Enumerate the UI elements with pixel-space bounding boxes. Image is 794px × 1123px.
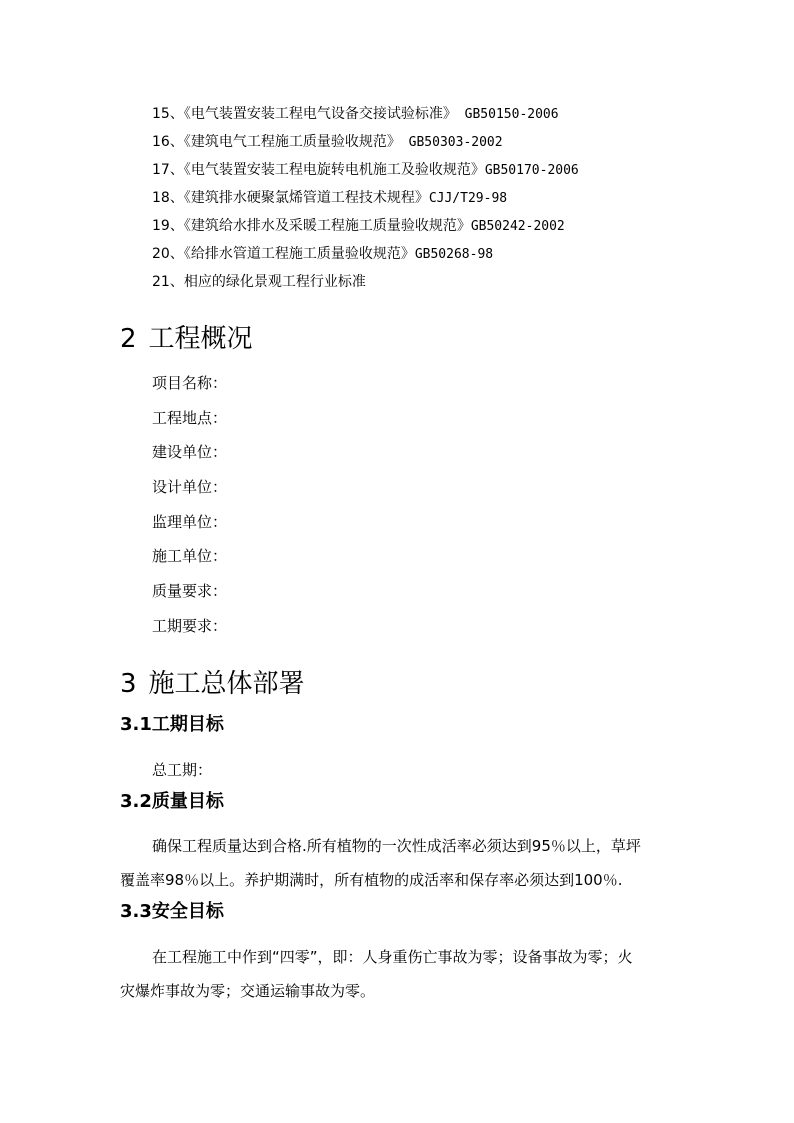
reference-title: 、《建筑排水硬聚氯烯管道工程技术规程》 bbox=[169, 190, 429, 206]
reference-code: GB50242-2002 bbox=[470, 219, 565, 234]
reference-item bbox=[152, 270, 579, 298]
field-contractor: 施工单位： bbox=[152, 547, 228, 566]
field-builder: 建设单位： bbox=[152, 443, 228, 462]
paragraph-line: 确保工程质量达到合格.所有植物的一次性成活率必须达到95％以上，草坪 bbox=[152, 837, 641, 855]
subsection-heading-schedule: 3.1工期目标 bbox=[120, 714, 224, 735]
reference-item bbox=[152, 242, 579, 270]
reference-code: CJJ/T29-98 bbox=[428, 191, 508, 206]
section-2-heading bbox=[120, 322, 253, 356]
reference-number: 16 bbox=[152, 134, 170, 150]
reference-item bbox=[152, 214, 579, 242]
reference-code: GB50150-2006 bbox=[456, 107, 559, 122]
quality-paragraph bbox=[120, 829, 680, 897]
paragraph-line: 在工程施工中作到“四零”，即：人身重伤亡事故为零；设备事故为零；火 bbox=[152, 948, 633, 966]
reference-code: GB50170-2006 bbox=[484, 163, 579, 178]
project-info-fields bbox=[152, 370, 227, 648]
reference-code: GB50268-98 bbox=[414, 247, 494, 262]
paragraph-line: 总工期： bbox=[152, 761, 213, 779]
reference-list bbox=[152, 102, 579, 298]
reference-title: 、相应的绿化景观工程行业标准 bbox=[169, 274, 366, 290]
field-quality-requirement: 质量要求： bbox=[152, 582, 228, 601]
field-supervisor: 监理单位： bbox=[152, 512, 228, 531]
safety-paragraph bbox=[120, 940, 680, 1008]
section-number: 2 bbox=[120, 324, 137, 354]
reference-title: 、《电气装置安装工程电气设备交接试验标准》 bbox=[169, 106, 457, 122]
section-title: 施工总体部署 bbox=[148, 669, 305, 699]
reference-number: 18 bbox=[152, 190, 170, 206]
reference-title: 、《建筑给水排水及采暖工程施工质量验收规范》 bbox=[169, 218, 471, 234]
reference-item bbox=[152, 102, 579, 130]
reference-number: 20 bbox=[152, 246, 170, 262]
reference-title: 、《建筑电气工程施工质量验收规范》 bbox=[169, 134, 401, 150]
schedule-paragraph bbox=[120, 753, 680, 787]
reference-title: 、《电气装置安装工程电旋转电机施工及验收规范》 bbox=[169, 162, 485, 178]
paragraph-line: 灾爆炸事故为零；交通运输事故为零。 bbox=[120, 982, 376, 1000]
subsection-heading-safety: 3.3安全目标 bbox=[120, 901, 224, 922]
field-project-name: 项目名称： bbox=[152, 374, 228, 392]
field-schedule-requirement: 工期要求： bbox=[152, 616, 228, 635]
reference-number: 15 bbox=[152, 106, 170, 122]
reference-item bbox=[152, 130, 579, 158]
reference-number: 19 bbox=[152, 218, 170, 234]
subsection-heading-quality: 3.2质量目标 bbox=[120, 791, 224, 812]
section-number: 3 bbox=[120, 669, 137, 699]
paragraph-line: 覆盖率98％以上。养护期满时，所有植物的成活率和保存率必须达到100％. bbox=[120, 871, 623, 889]
field-designer: 设计单位： bbox=[152, 478, 228, 497]
section-title: 工程概况 bbox=[148, 324, 253, 354]
reference-code: GB50303-2002 bbox=[400, 135, 503, 150]
reference-title: 、《给排水管道工程施工质量验收规范》 bbox=[169, 246, 415, 262]
reference-item bbox=[152, 186, 579, 214]
field-project-location: 工程地点： bbox=[152, 408, 228, 427]
section-3-heading bbox=[120, 667, 305, 701]
reference-number: 21 bbox=[152, 274, 170, 290]
reference-item bbox=[152, 158, 579, 186]
reference-number: 17 bbox=[152, 162, 170, 178]
